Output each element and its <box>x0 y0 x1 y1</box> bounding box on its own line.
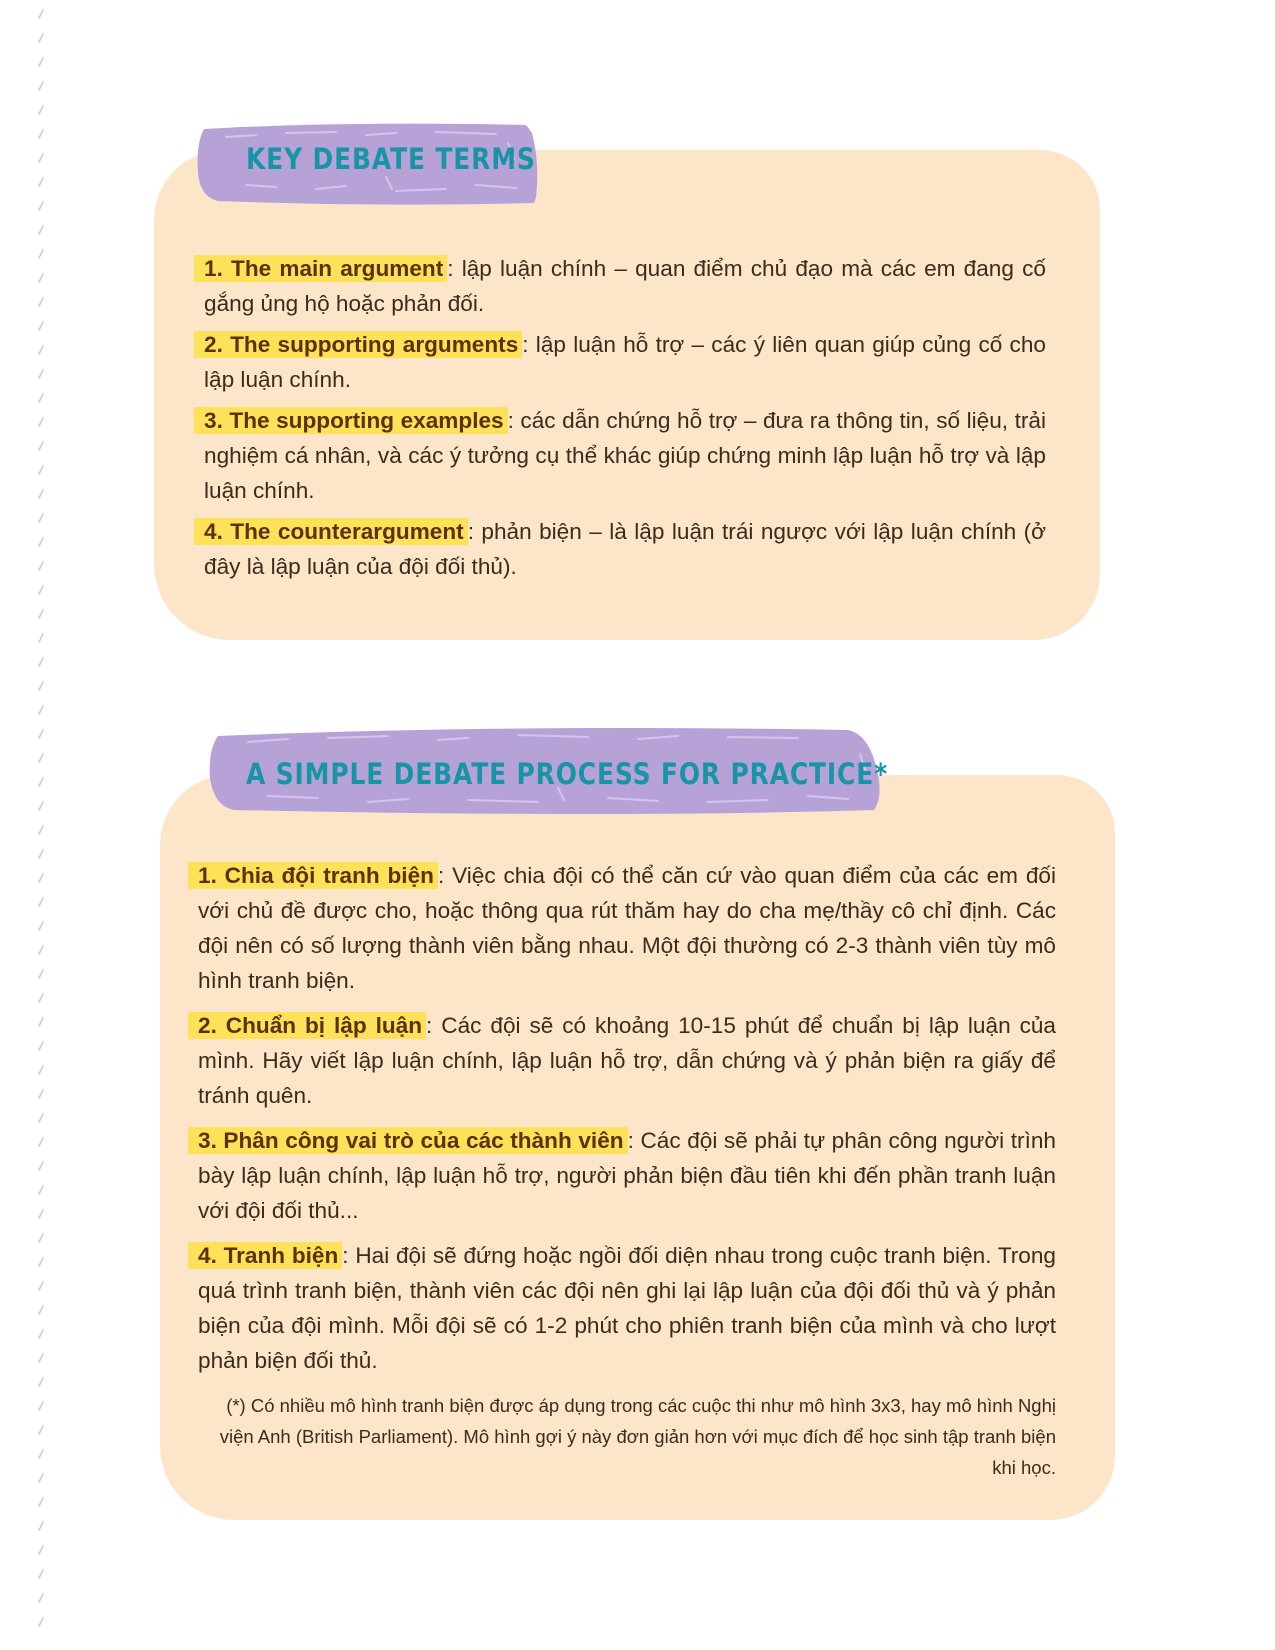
margin-tick <box>39 1234 43 1242</box>
margin-tick <box>39 58 43 66</box>
margin-tick <box>39 322 43 330</box>
margin-tick <box>39 370 43 378</box>
margin-tick <box>39 1258 43 1266</box>
margin-tick <box>39 1090 43 1098</box>
section-title: KEY DEBATE TERMS <box>246 142 536 176</box>
margin-tick <box>39 946 43 954</box>
margin-tick <box>39 178 43 186</box>
list-item <box>204 327 1046 397</box>
margin-tick <box>39 274 43 282</box>
margin-tick <box>39 706 43 714</box>
margin-tick <box>39 730 43 738</box>
margin-tick <box>39 1402 43 1410</box>
term-definition: : Việc chia đội có thể căn cứ vào quan điểm của các em đối với chủ đề được cho, hoặc thông qua rút thăm hay do cha mẹ/thầy cô chỉ định. Các đội nên có số lượng thành viên bằng nhau. Một đội thường có 2-3 thành viên tùy mô hình tranh biện. <box>198 863 1056 993</box>
term-definition: : phản biện – là lập luận trái ngược với lập luận chính (ở đây là lập luận của đội đối thủ). <box>204 519 1047 579</box>
term-highlight: 2. The supporting arguments <box>194 331 522 358</box>
margin-tick <box>39 682 43 690</box>
margin-tick <box>39 1210 43 1218</box>
margin-tick <box>39 1042 43 1050</box>
margin-tick <box>39 1498 43 1506</box>
margin-tick <box>39 82 43 90</box>
term-definition: : các dẫn chứng hỗ trợ – đưa ra thông tin, số liệu, trải nghiệm cá nhân, và các ý tưởng cụ thể khác giúp chứng minh lập luận hỗ trợ và lập luận chính. <box>204 408 1046 503</box>
term-highlight: 1. Chia đội tranh biện <box>188 862 438 889</box>
term-highlight: 2. Chuẩn bị lập luận <box>188 1012 426 1039</box>
margin-tick <box>39 106 43 114</box>
list-item <box>204 514 1046 584</box>
margin-tick <box>39 1138 43 1146</box>
term-definition: : lập luận hỗ trợ – các ý liên quan giúp củng cố cho lập luận chính. <box>204 332 1046 392</box>
margin-tick <box>39 1186 43 1194</box>
margin-tick <box>39 442 43 450</box>
margin-tick <box>39 1474 43 1482</box>
margin-tick <box>39 922 43 930</box>
debate-process-list <box>198 858 1056 1388</box>
margin-tick <box>39 130 43 138</box>
margin-tick <box>39 634 43 642</box>
margin-tick <box>39 802 43 810</box>
margin-tick <box>39 850 43 858</box>
term-highlight: 1. The main argument <box>194 255 447 282</box>
margin-tick <box>39 610 43 618</box>
term-definition: : Hai đội sẽ đứng hoặc ngồi đối diện nhau trong cuộc tranh biện. Trong quá trình tranh biện, thành viên các đội nên ghi lại lập luận của đội đối thủ và ý phản biện của đội mình. Mỗi đội sẽ có 1-2 phút cho phiên tranh biện của mình và cho lượt phản biện đối thủ. <box>198 1243 1057 1373</box>
margin-tick <box>39 1018 43 1026</box>
term-highlight: 3. Phân công vai trò của các thành viên <box>188 1127 628 1154</box>
margin-tick <box>39 898 43 906</box>
margin-tick <box>39 1354 43 1362</box>
margin-tick <box>39 1450 43 1458</box>
margin-tick <box>39 1426 43 1434</box>
margin-tick <box>39 562 43 570</box>
margin-tick <box>39 1066 43 1074</box>
list-item <box>204 403 1046 508</box>
margin-tick <box>39 778 43 786</box>
margin-tick <box>39 1522 43 1530</box>
margin-tick <box>39 514 43 522</box>
section-title: A SIMPLE DEBATE PROCESS FOR PRACTICE* <box>246 757 889 791</box>
margin-tick <box>39 1594 43 1602</box>
margin-tick <box>39 754 43 762</box>
list-item <box>204 251 1046 321</box>
list-item <box>198 1238 1056 1378</box>
margin-tick <box>39 970 43 978</box>
margin-tick <box>39 1282 43 1290</box>
term-definition: : Các đội sẽ có khoảng 10-15 phút để chuẩn bị lập luận của mình. Hãy viết lập luận chính, lập luận hỗ trợ, dẫn chứng và ý phản biện ra giấy để tránh quên. <box>198 1013 1056 1108</box>
term-highlight: 4. The counterargument <box>194 518 468 545</box>
margin-tick <box>39 202 43 210</box>
margin-tick <box>39 490 43 498</box>
margin-tick <box>39 1330 43 1338</box>
margin-tick <box>39 226 43 234</box>
margin-tick <box>39 1162 43 1170</box>
footnote: (*) Có nhiều mô hình tranh biện được áp dụng trong các cuộc thi như mô hình 3x3, hay mô hình Nghị viện Anh (British Parliament). Mô hình gợi ý này đơn giản hơn với mục đích để học sinh tập tranh biện khi học. <box>219 1395 1056 1478</box>
margin-tick <box>39 1114 43 1122</box>
term-highlight: 4. Tranh biện <box>188 1242 342 1269</box>
margin-tick <box>39 658 43 666</box>
margin-tick <box>39 394 43 402</box>
margin-tick <box>39 586 43 594</box>
margin-tick <box>39 250 43 258</box>
term-definition: : Các đội sẽ phải tự phân công người trình bày lập luận chính, lập luận hỗ trợ, người phản biện đầu tiên khi đến phần tranh luận với đội đối thủ... <box>198 1128 1056 1223</box>
margin-tick <box>39 826 43 834</box>
margin-tick <box>39 1570 43 1578</box>
margin-tick <box>39 1546 43 1554</box>
margin-tick <box>39 10 43 18</box>
margin-tick <box>39 1618 43 1626</box>
margin-tick <box>39 346 43 354</box>
margin-tick <box>39 154 43 162</box>
margin-tick <box>39 994 43 1002</box>
margin-tick <box>39 418 43 426</box>
margin-tick <box>39 466 43 474</box>
margin-tick <box>39 34 43 42</box>
margin-tick-decoration <box>36 0 48 1650</box>
margin-tick <box>39 1378 43 1386</box>
margin-tick <box>39 1306 43 1314</box>
list-item <box>198 858 1056 998</box>
key-terms-list <box>204 251 1046 590</box>
term-highlight: 3. The supporting examples <box>194 407 508 434</box>
margin-tick <box>39 298 43 306</box>
margin-tick <box>39 538 43 546</box>
list-item <box>198 1123 1056 1228</box>
term-definition: : lập luận chính – quan điểm chủ đạo mà các em đang cố gắng ủng hộ hoặc phản đối. <box>204 256 1046 316</box>
list-item <box>198 1008 1056 1113</box>
margin-tick <box>39 874 43 882</box>
